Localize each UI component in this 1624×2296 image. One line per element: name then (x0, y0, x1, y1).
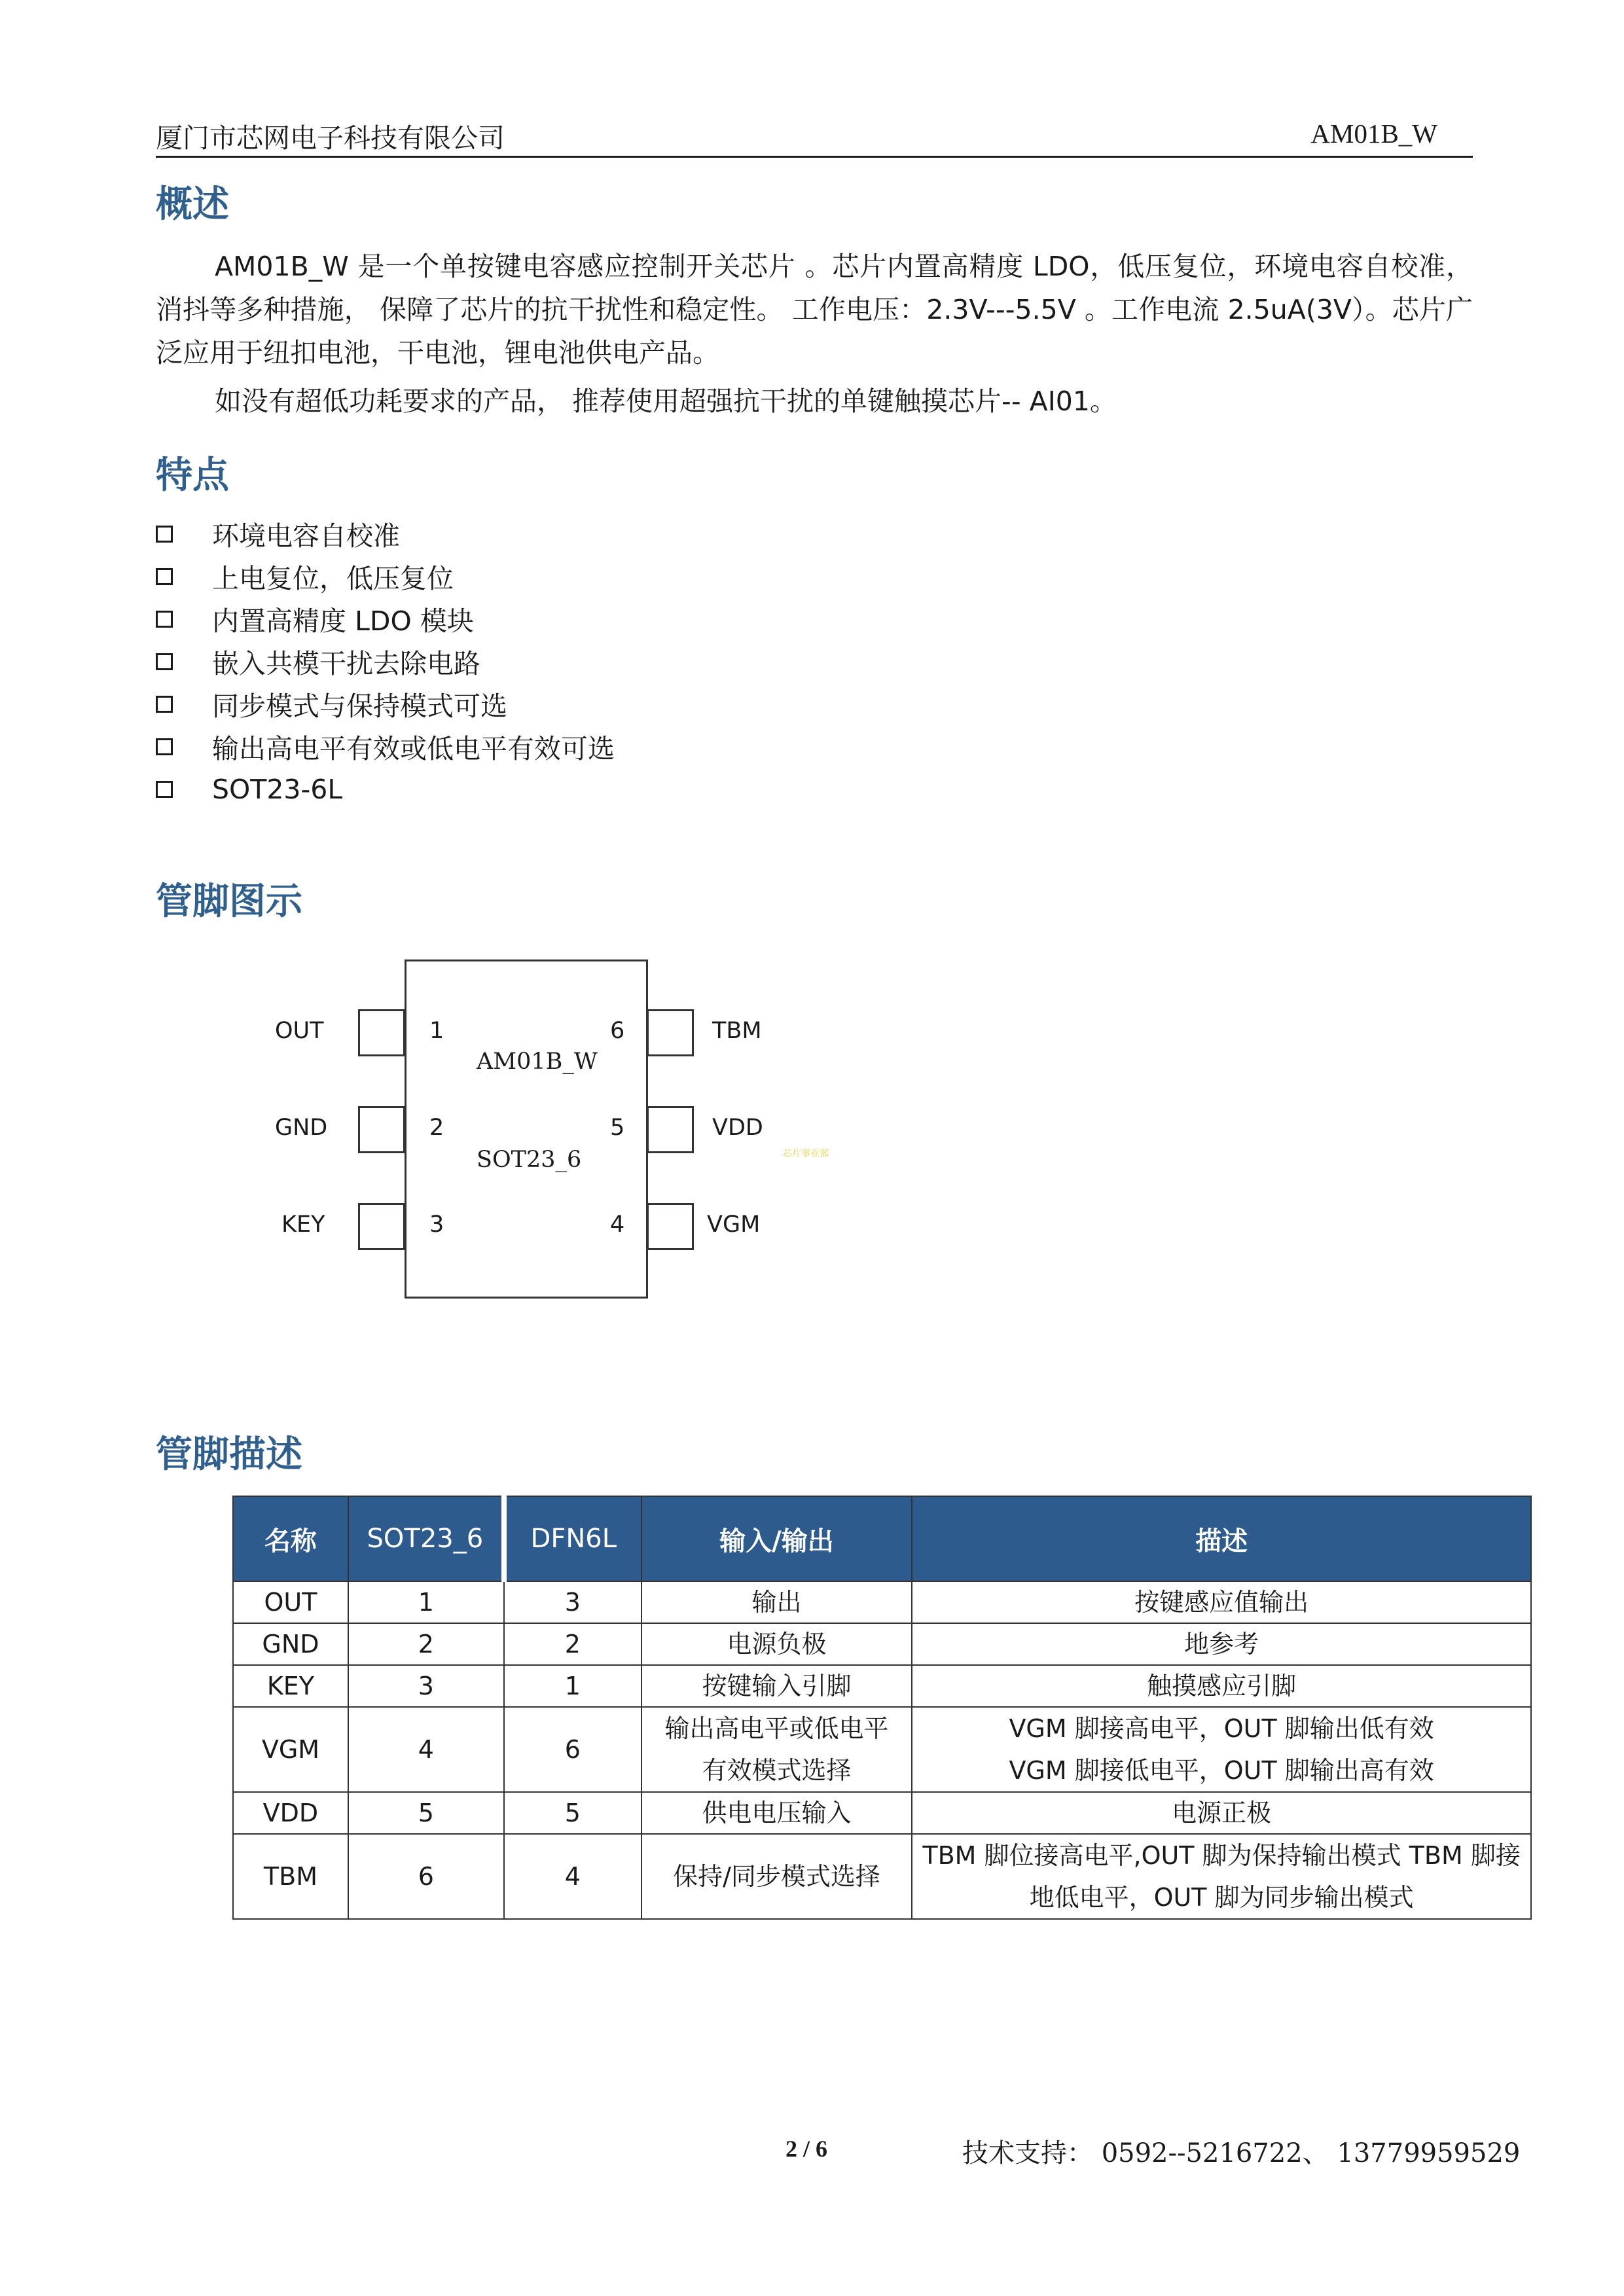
watermark-text: 芯片事业部 (783, 1149, 829, 1159)
cell-desc: 电源正极 (912, 1792, 1531, 1834)
page-number: 2 / 6 (785, 2136, 828, 2162)
pin-pad-5 (647, 1106, 694, 1153)
pin-label-key: KEY (281, 1211, 325, 1238)
pin-label-out: OUT (275, 1018, 324, 1044)
cell-io: 按键输入引脚 (641, 1665, 912, 1707)
cell-dfn: 2 (504, 1623, 641, 1665)
feature-item: 环境电容自校准 (156, 512, 615, 555)
table-row (233, 1665, 1531, 1707)
pin-diagram-heading: 管脚图示 (156, 880, 302, 923)
pin-number-6: 6 (610, 1018, 625, 1044)
overview-text (156, 245, 1473, 423)
checkbox-icon (156, 653, 173, 670)
cell-sot: 5 (348, 1792, 504, 1834)
pin-pad-6 (647, 1009, 694, 1056)
cell-io: 输出高电平或低电平 有效模式选择 (641, 1707, 912, 1792)
overview-paragraph-1: AM01B_W 是一个单按键电容感应控制开关芯片 。芯片内置高精度 LDO，低压复位，环境电容自校准， 消抖等多种措施， 保障了芯片的抗干扰性和稳定性。 工作电压：2.3V---5.5V 。工作电流 2.5uA(3V）。芯片广泛应用于纽扣电池，干电池，锂电池供电产品。 (156, 251, 1473, 368)
pin-pad-1 (358, 1009, 405, 1056)
chip-package: SOT23_6 (477, 1147, 582, 1173)
cell-name: VDD (233, 1792, 348, 1834)
cell-name: VGM (233, 1707, 348, 1792)
header-io: 输入/输出 (641, 1496, 912, 1581)
table-header-row (233, 1496, 1531, 1581)
header-sot23: SOT23_6 (348, 1496, 504, 1581)
pin-number-2: 2 (429, 1115, 444, 1141)
checkbox-icon (156, 696, 173, 713)
cell-sot: 3 (348, 1665, 504, 1707)
cell-sot: 6 (348, 1834, 504, 1919)
cell-io: 供电电压输入 (641, 1792, 912, 1834)
feature-item: 内置高精度 LDO 模块 (156, 598, 615, 640)
cell-desc: 地参考 (912, 1623, 1531, 1665)
cell-name: KEY (233, 1665, 348, 1707)
feature-item: 上电复位，低压复位 (156, 555, 615, 598)
checkbox-icon (156, 738, 173, 755)
cell-io: 保持/同步模式选择 (641, 1834, 912, 1919)
feature-item: 输出高电平有效或低电平有效可选 (156, 725, 615, 768)
checkbox-icon (156, 568, 173, 585)
header-description: 描述 (912, 1496, 1531, 1581)
pin-number-3: 3 (429, 1211, 444, 1238)
feature-item: SOT23-6L (156, 768, 615, 810)
cell-desc: 触摸感应引脚 (912, 1665, 1531, 1707)
overview-heading: 概述 (156, 183, 229, 226)
cell-desc: 按键感应值输出 (912, 1581, 1531, 1623)
cell-dfn: 6 (504, 1707, 641, 1792)
cell-dfn: 3 (504, 1581, 641, 1623)
table-row (233, 1581, 1531, 1623)
header-dfn6l: DFN6L (504, 1496, 641, 1581)
cell-desc: VGM 脚接高电平，OUT 脚输出低有效 VGM 脚接低电平，OUT 脚输出高有效 (912, 1707, 1531, 1792)
pin-label-gnd: GND (275, 1115, 328, 1141)
table-row (233, 1707, 1531, 1792)
pin-label-vdd: VDD (712, 1115, 763, 1141)
overview-paragraph-2: 如没有超低功耗要求的产品， 推荐使用超强抗干扰的单键触摸芯片-- AI01。 (215, 386, 1117, 417)
features-heading: 特点 (156, 454, 229, 497)
cell-dfn: 4 (504, 1834, 641, 1919)
header-divider (156, 156, 1473, 158)
cell-dfn: 5 (504, 1792, 641, 1834)
cell-sot: 2 (348, 1623, 504, 1665)
chip-name: AM01B_W (477, 1049, 598, 1075)
pin-pad-4 (647, 1203, 694, 1250)
checkbox-icon (156, 781, 173, 798)
cell-io: 电源负极 (641, 1623, 912, 1665)
pin-number-5: 5 (610, 1115, 625, 1141)
table-row (233, 1623, 1531, 1665)
header-name: 名称 (233, 1496, 348, 1581)
checkbox-icon (156, 611, 173, 628)
feature-item: 嵌入共模干扰去除电路 (156, 640, 615, 683)
header-company: 厦门市芯网电子科技有限公司 (156, 122, 505, 154)
cell-dfn: 1 (504, 1665, 641, 1707)
pin-label-tbm: TBM (712, 1018, 762, 1044)
pin-pad-2 (358, 1106, 405, 1153)
pin-description-table (232, 1496, 1532, 1920)
pin-pad-3 (358, 1203, 405, 1250)
table-row (233, 1792, 1531, 1834)
cell-io: 输出 (641, 1581, 912, 1623)
cell-name: TBM (233, 1834, 348, 1919)
checkbox-icon (156, 526, 173, 543)
cell-sot: 4 (348, 1707, 504, 1792)
support-contact: 技术支持： 0592--5216722、 13779959529 (962, 2138, 1521, 2168)
pin-number-1: 1 (429, 1018, 444, 1044)
cell-sot: 1 (348, 1581, 504, 1623)
pin-label-vgm: VGM (707, 1211, 761, 1238)
cell-name: GND (233, 1623, 348, 1665)
features-list (156, 512, 615, 810)
feature-item: 同步模式与保持模式可选 (156, 683, 615, 725)
table-row (233, 1834, 1531, 1919)
cell-desc: TBM 脚位接高电平,OUT 脚为保持输出模式 TBM 脚接 地低电平，OUT 脚为同步输出模式 (912, 1834, 1531, 1919)
cell-name: OUT (233, 1581, 348, 1623)
pin-table-heading: 管脚描述 (156, 1433, 302, 1476)
pin-number-4: 4 (610, 1211, 625, 1238)
header-model: AM01B_W (1310, 118, 1437, 149)
